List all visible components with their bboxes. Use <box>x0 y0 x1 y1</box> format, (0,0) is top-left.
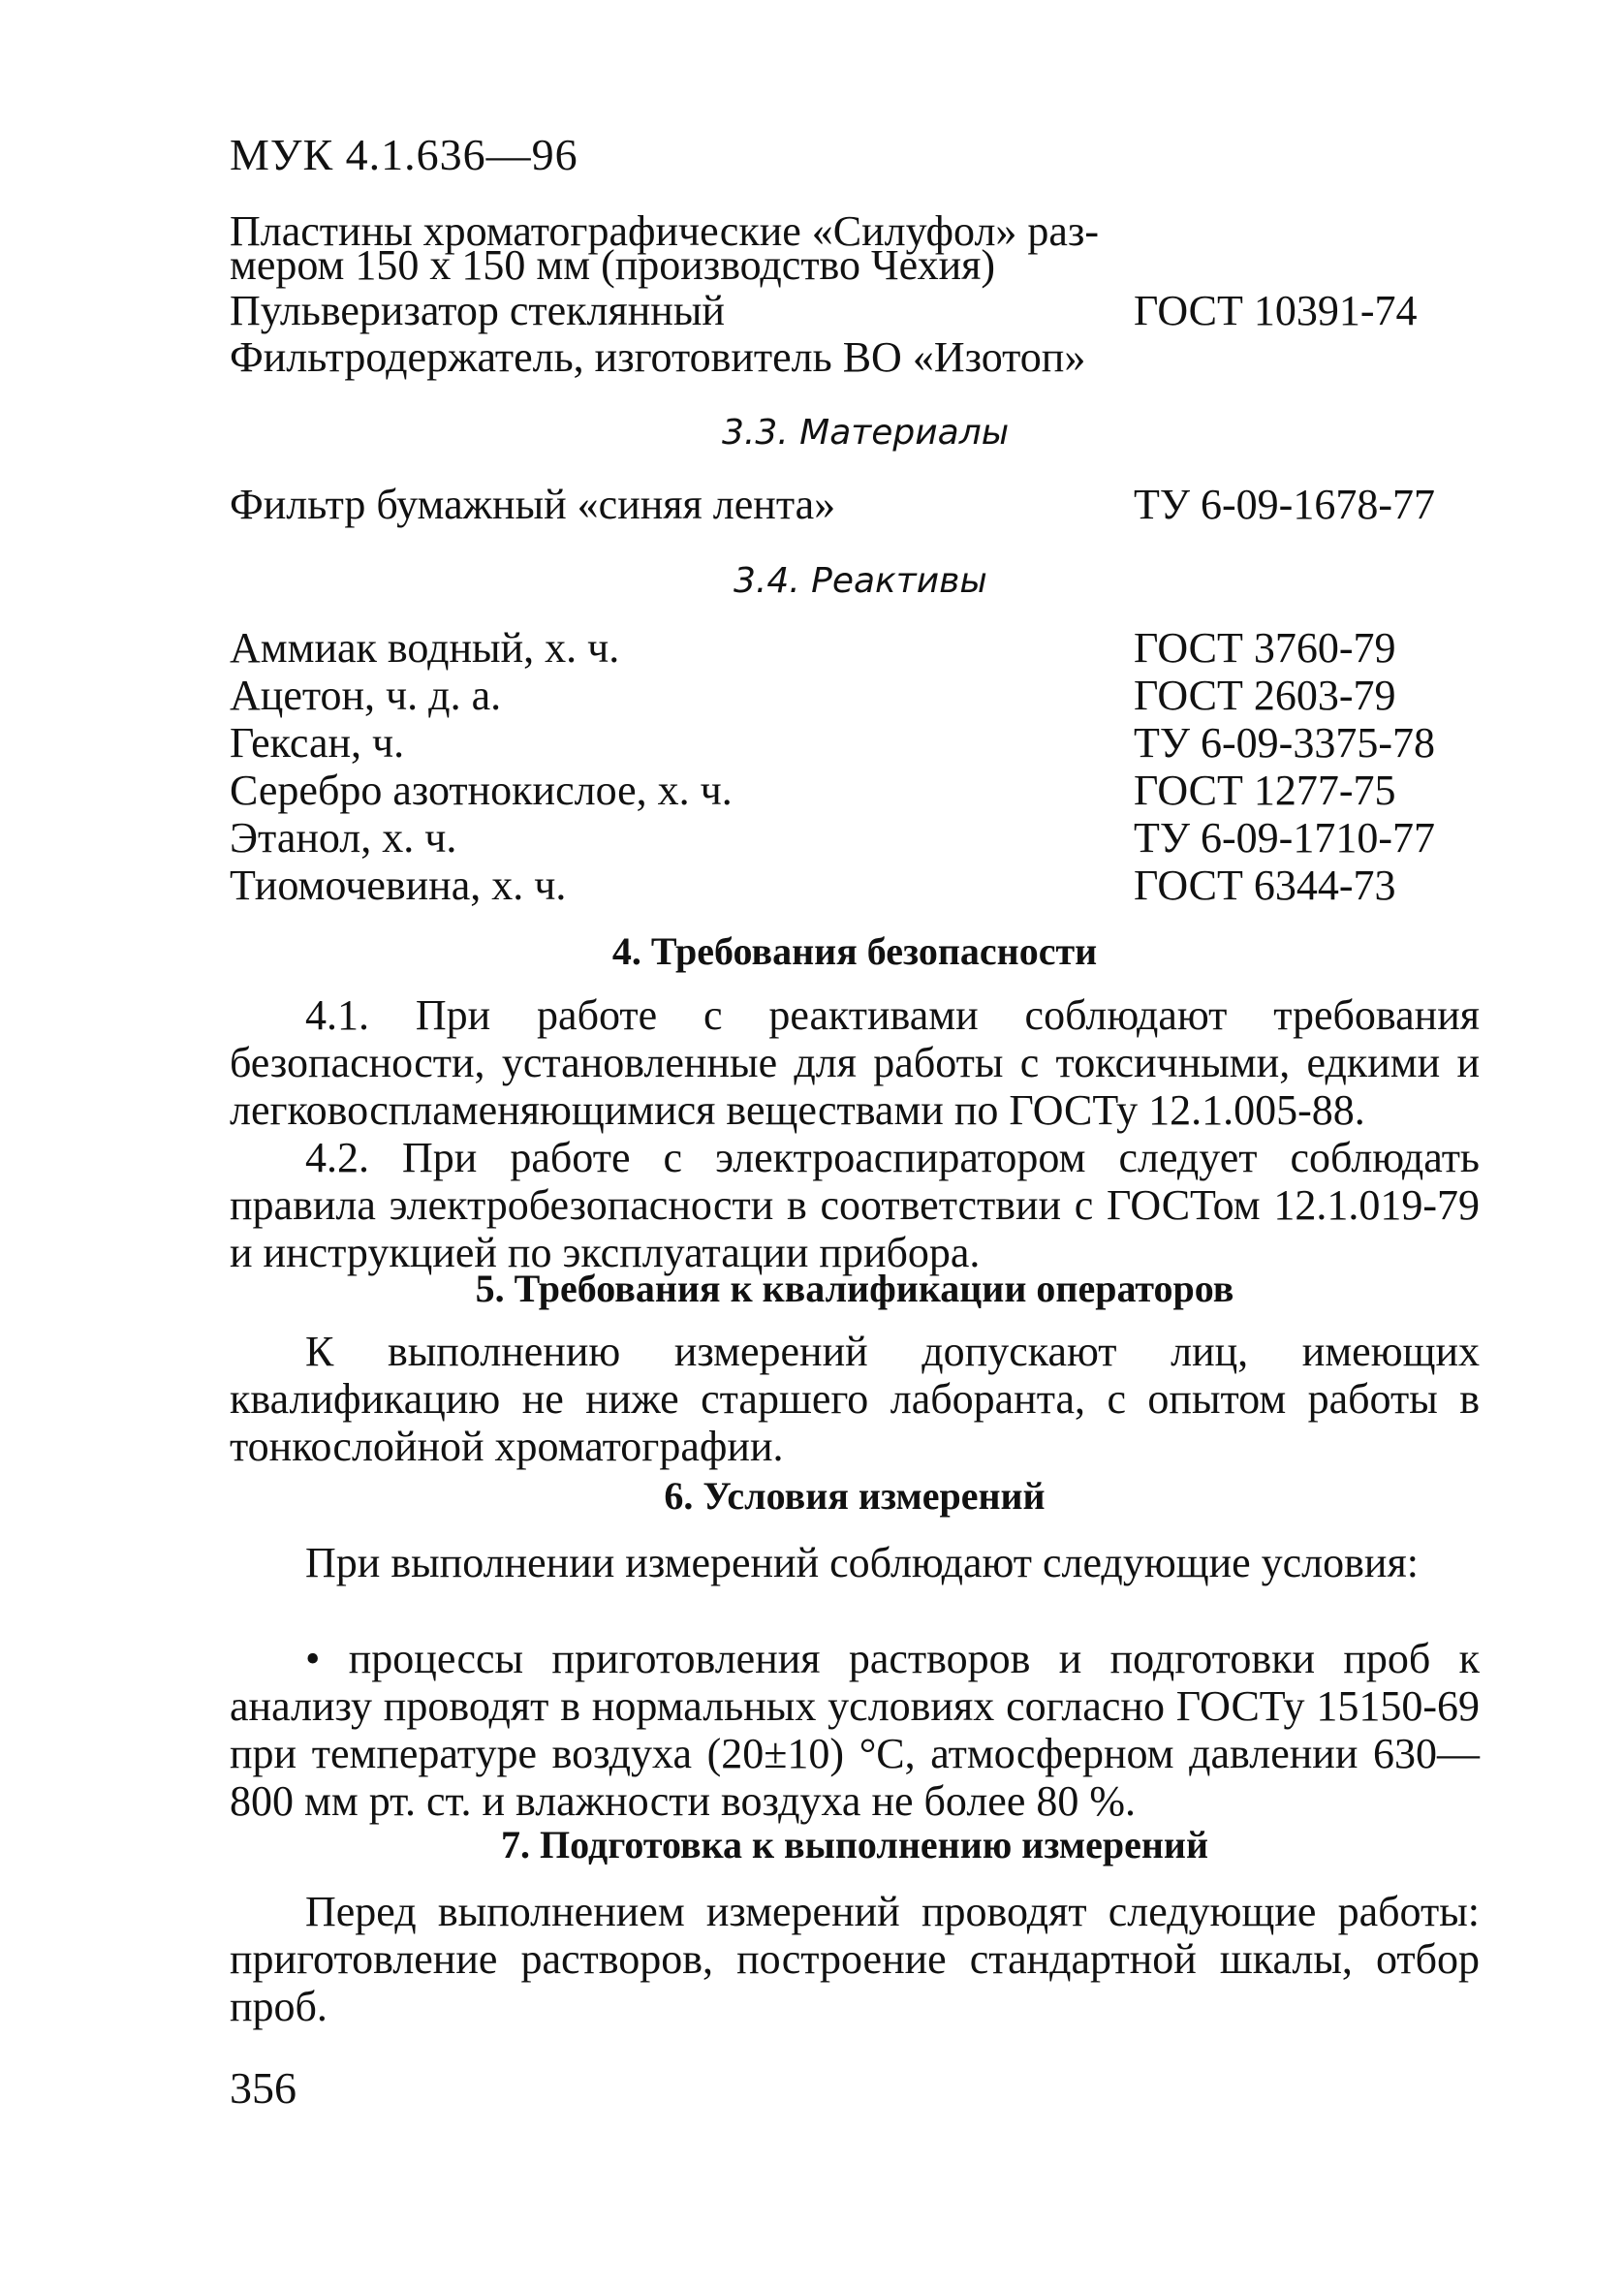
page-number: 356 <box>230 2063 297 2113</box>
paragraph-4-1: 4.1. При работе с реактивами соблюдают требования безопасности, установленные для работы с токсичными, едкими и легковоспламеняющимися веществами по ГОСТу 12.1.005-88. <box>230 991 1480 1134</box>
document-header: МУК 4.1.636—96 <box>230 130 578 179</box>
section-heading-6: 6. Условия измерений <box>664 1474 1046 1518</box>
reagent-item: Тиомочевина, х. ч. <box>230 862 567 909</box>
reagent-std: ГОСТ 6344-73 <box>1134 862 1396 909</box>
reagent-item: Аммиак водный, х. ч. <box>230 624 620 672</box>
section-heading-7: 7. Подготовка к выполнению измерений <box>501 1823 1208 1866</box>
reagent-std: ГОСТ 3760-79 <box>1134 624 1396 672</box>
section-heading-5: 5. Требования к квалификации операторов <box>475 1267 1234 1310</box>
paragraph-5: К выполнению измерений допускают лиц, имеющих квалификацию не ниже старшего лаборанта, с опытом работы в тонкослойной хроматографии. <box>230 1328 1480 1470</box>
subsection-title-3-4: 3.4. Реактивы <box>734 561 987 601</box>
paragraph-4-2: 4.2. При работе с электроаспиратором следует соблюдать правила электробезопасности в соответствии с ГОСТом 12.1.019-79 и инструкцией по эксплуатации прибора. <box>230 1134 1480 1276</box>
materials-std: ТУ 6-09-1678-77 <box>1134 481 1435 528</box>
reagent-std: ГОСТ 2603-79 <box>1134 672 1396 719</box>
reagent-item: Серебро азотнокислое, х. ч. <box>230 767 733 814</box>
paragraph-6-2: • процессы приготовления растворов и подготовки проб к анализу проводят в нормальных условиях согласно ГОСТу 15150-69 при температуре воздуха (20±10) °С, атмосферном давлении 630—800 мм рт. ст. и влажности воздуха не более 80 %. <box>230 1635 1480 1825</box>
equipment-std-sprayer: ГОСТ 10391-74 <box>1134 287 1418 334</box>
materials-item: Фильтр бумажный «синяя лента» <box>230 481 836 528</box>
equipment-line-2: мером 150 х 150 мм (производство Чехия) <box>230 241 996 289</box>
reagent-std: ГОСТ 1277-75 <box>1134 767 1396 814</box>
paragraph-6-1: При выполнении измерений соблюдают следующие условия: <box>305 1539 1419 1586</box>
section-heading-4: 4. Требования безопасности <box>611 929 1098 973</box>
subsection-title-3-3: 3.3. Материалы <box>722 413 1010 453</box>
reagent-item: Гексан, ч. <box>230 719 405 767</box>
paragraph-7: Перед выполнением измерений проводят следующие работы: приготовление растворов, построение стандартной шкалы, отбор проб. <box>230 1888 1480 2030</box>
reagent-std: ТУ 6-09-3375-78 <box>1134 719 1435 767</box>
reagent-item: Этанол, х. ч. <box>230 814 457 862</box>
reagent-std: ТУ 6-09-1710-77 <box>1134 814 1435 862</box>
reagent-item: Ацетон, ч. д. а. <box>230 672 502 719</box>
equipment-line-1: Пластины хроматографические «Силуфол» раз- <box>230 207 1099 255</box>
equipment-item-sprayer: Пульверизатор стеклянный <box>230 287 725 334</box>
equipment-item-filterholder: Фильтродержатель, изготовитель ВО «Изотоп» <box>230 333 1086 381</box>
